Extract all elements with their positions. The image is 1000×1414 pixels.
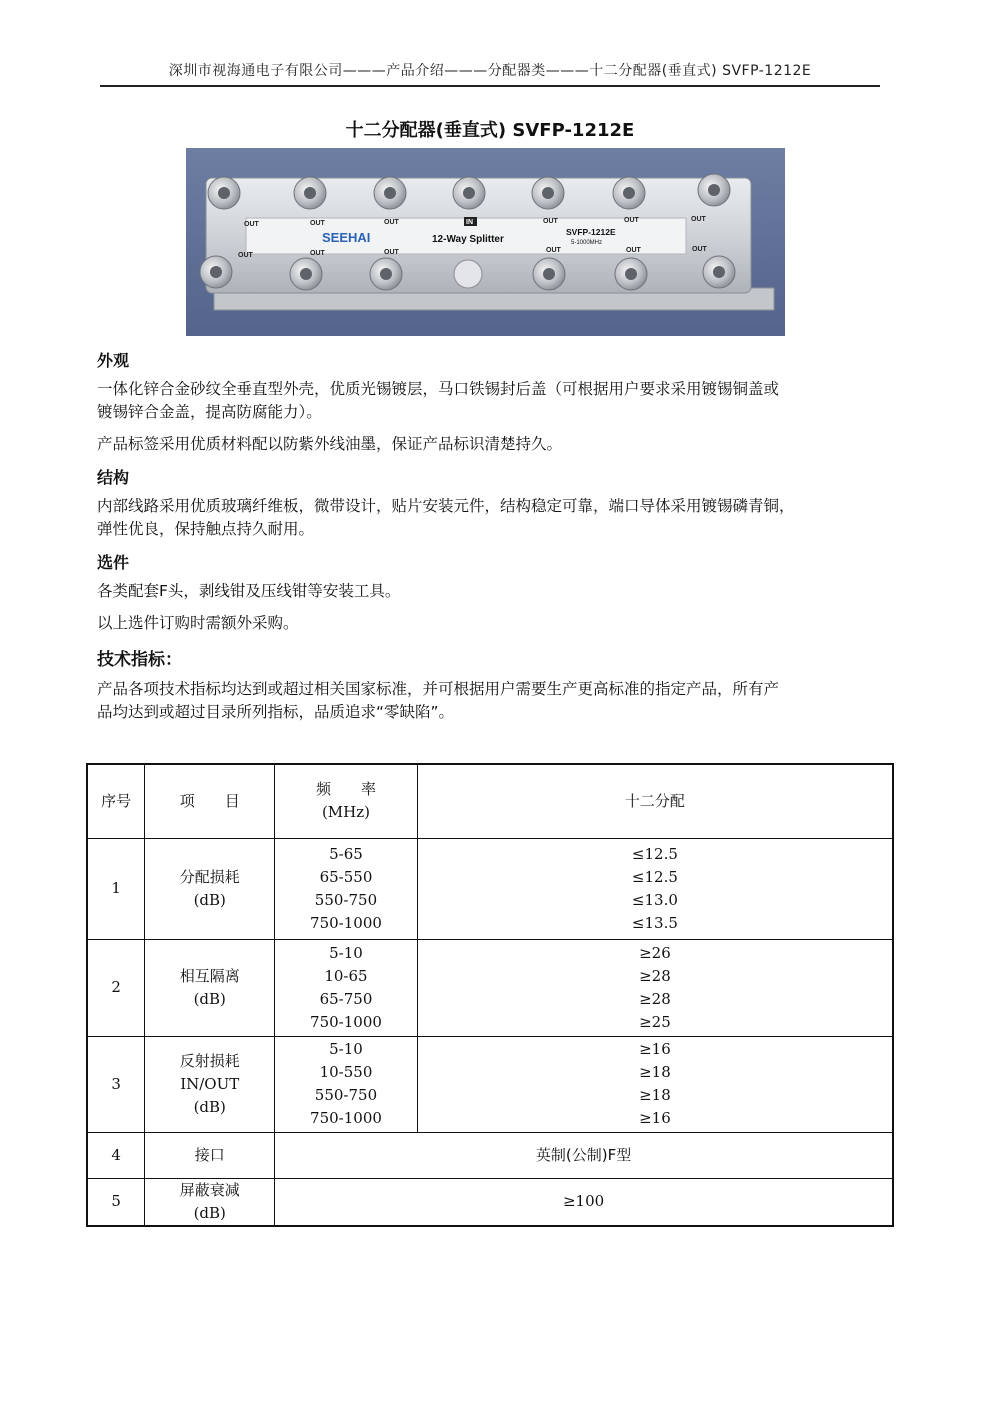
appearance-line: 产品标签采用优质材料配以防紫外线油墨，保证产品标识清楚持久。 (97, 435, 563, 453)
header-freq-label: 频 率 (315, 780, 376, 799)
out-label: OUT (244, 221, 259, 228)
section-heading-appearance: 外观 (97, 351, 130, 370)
out-label: OUT (692, 246, 707, 253)
row-no: 4 (87, 1132, 145, 1178)
specs-line: 品均达到或超过目录所列指标，品质追求“零缺陷”。 (97, 703, 455, 721)
row-item: 相互隔离 (dB) (145, 939, 275, 1036)
out-label: OUT (310, 250, 325, 257)
row-no: 3 (87, 1036, 145, 1132)
out-label: OUT (310, 220, 325, 227)
header-freq (275, 764, 418, 838)
brand-logo: SEEHAI (322, 230, 371, 245)
header-rule (100, 85, 880, 87)
row-freq: 5-65 65-550 550-750 750-1000 (275, 838, 418, 939)
row-no: 2 (87, 939, 145, 1036)
out-label: OUT (546, 247, 561, 254)
row-value: ≥16 ≥18 ≥18 ≥16 (417, 1036, 893, 1132)
row-item: 屏蔽衰减 (dB) (145, 1178, 275, 1226)
header-value: 十二分配 (417, 764, 893, 838)
out-label: OUT (238, 252, 253, 259)
table-row (87, 838, 893, 939)
section-heading-specs: 技术指标： (97, 650, 182, 670)
spec-table (86, 763, 894, 1227)
out-label: OUT (384, 219, 399, 226)
freq-label: 5-1000MHz (571, 240, 603, 246)
out-label: OUT (543, 218, 558, 225)
appearance-line: 一体化锌合金砂纹全垂直型外壳，优质光锡镀层，马口铁锡封后盖（可根据用户要求采用镀锡铜盖或 (97, 380, 780, 398)
header-item: 项 目 (145, 764, 275, 838)
table-row (87, 1132, 893, 1178)
out-label: OUT (624, 217, 639, 224)
header-freq-unit: (MHz) (321, 803, 370, 822)
row-value: ≤12.5 ≤12.5 ≤13.0 ≤13.5 (417, 838, 893, 939)
structure-line: 弹性优良，保持触点持久耐用。 (97, 520, 315, 538)
row-item: 反射损耗 IN/OUT (dB) (145, 1036, 275, 1132)
out-label: OUT (384, 249, 399, 256)
row-no: 5 (87, 1178, 145, 1226)
page-header: 深圳市视海通电子有限公司———产品介绍———分配器类———十二分配器(垂直式) SVFP-1212E (168, 63, 812, 79)
product-photo (186, 148, 785, 336)
in-label: IN (466, 219, 473, 226)
row-value: 英制(公制)F型 (275, 1132, 893, 1178)
table-row (87, 939, 893, 1036)
section-heading-options: 选件 (97, 553, 130, 572)
row-freq: 5-10 10-65 65-750 750-1000 (275, 939, 418, 1036)
splitter-illustration (186, 148, 785, 336)
table-row (87, 1036, 893, 1132)
table-header-row (87, 764, 893, 838)
row-no: 1 (87, 838, 145, 939)
row-item: 接口 (145, 1132, 275, 1178)
document-title: 十二分配器(垂直式) SVFP-1212E (345, 120, 635, 141)
options-line: 以上选件订购时需额外采购。 (97, 614, 299, 632)
out-label: OUT (691, 216, 706, 223)
options-line: 各类配套F头，剥线钳及压线钳等安装工具。 (97, 582, 401, 600)
row-value: ≥100 (275, 1178, 893, 1226)
structure-line: 内部线路采用优质玻璃纤维板，微带设计，贴片安装元件，结构稳定可靠，端口导体采用镀锡磷青铜， (97, 497, 795, 515)
product-name-label: 12-Way Splitter (432, 234, 504, 245)
row-item: 分配损耗 (dB) (145, 838, 275, 939)
header-no: 序号 (87, 764, 145, 838)
row-value: ≥26 ≥28 ≥28 ≥25 (417, 939, 893, 1036)
table-row (87, 1178, 893, 1226)
specs-line: 产品各项技术指标均达到或超过相关国家标准，并可根据用户需要生产更高标准的指定产品，所有产 (97, 680, 780, 698)
row-freq: 5-10 10-550 550-750 750-1000 (275, 1036, 418, 1132)
appearance-line: 镀锡锌合金盖，提高防腐能力）。 (97, 403, 322, 421)
section-heading-structure: 结构 (97, 468, 130, 487)
model-label: SVFP-1212E (566, 227, 616, 237)
out-label: OUT (626, 247, 641, 254)
